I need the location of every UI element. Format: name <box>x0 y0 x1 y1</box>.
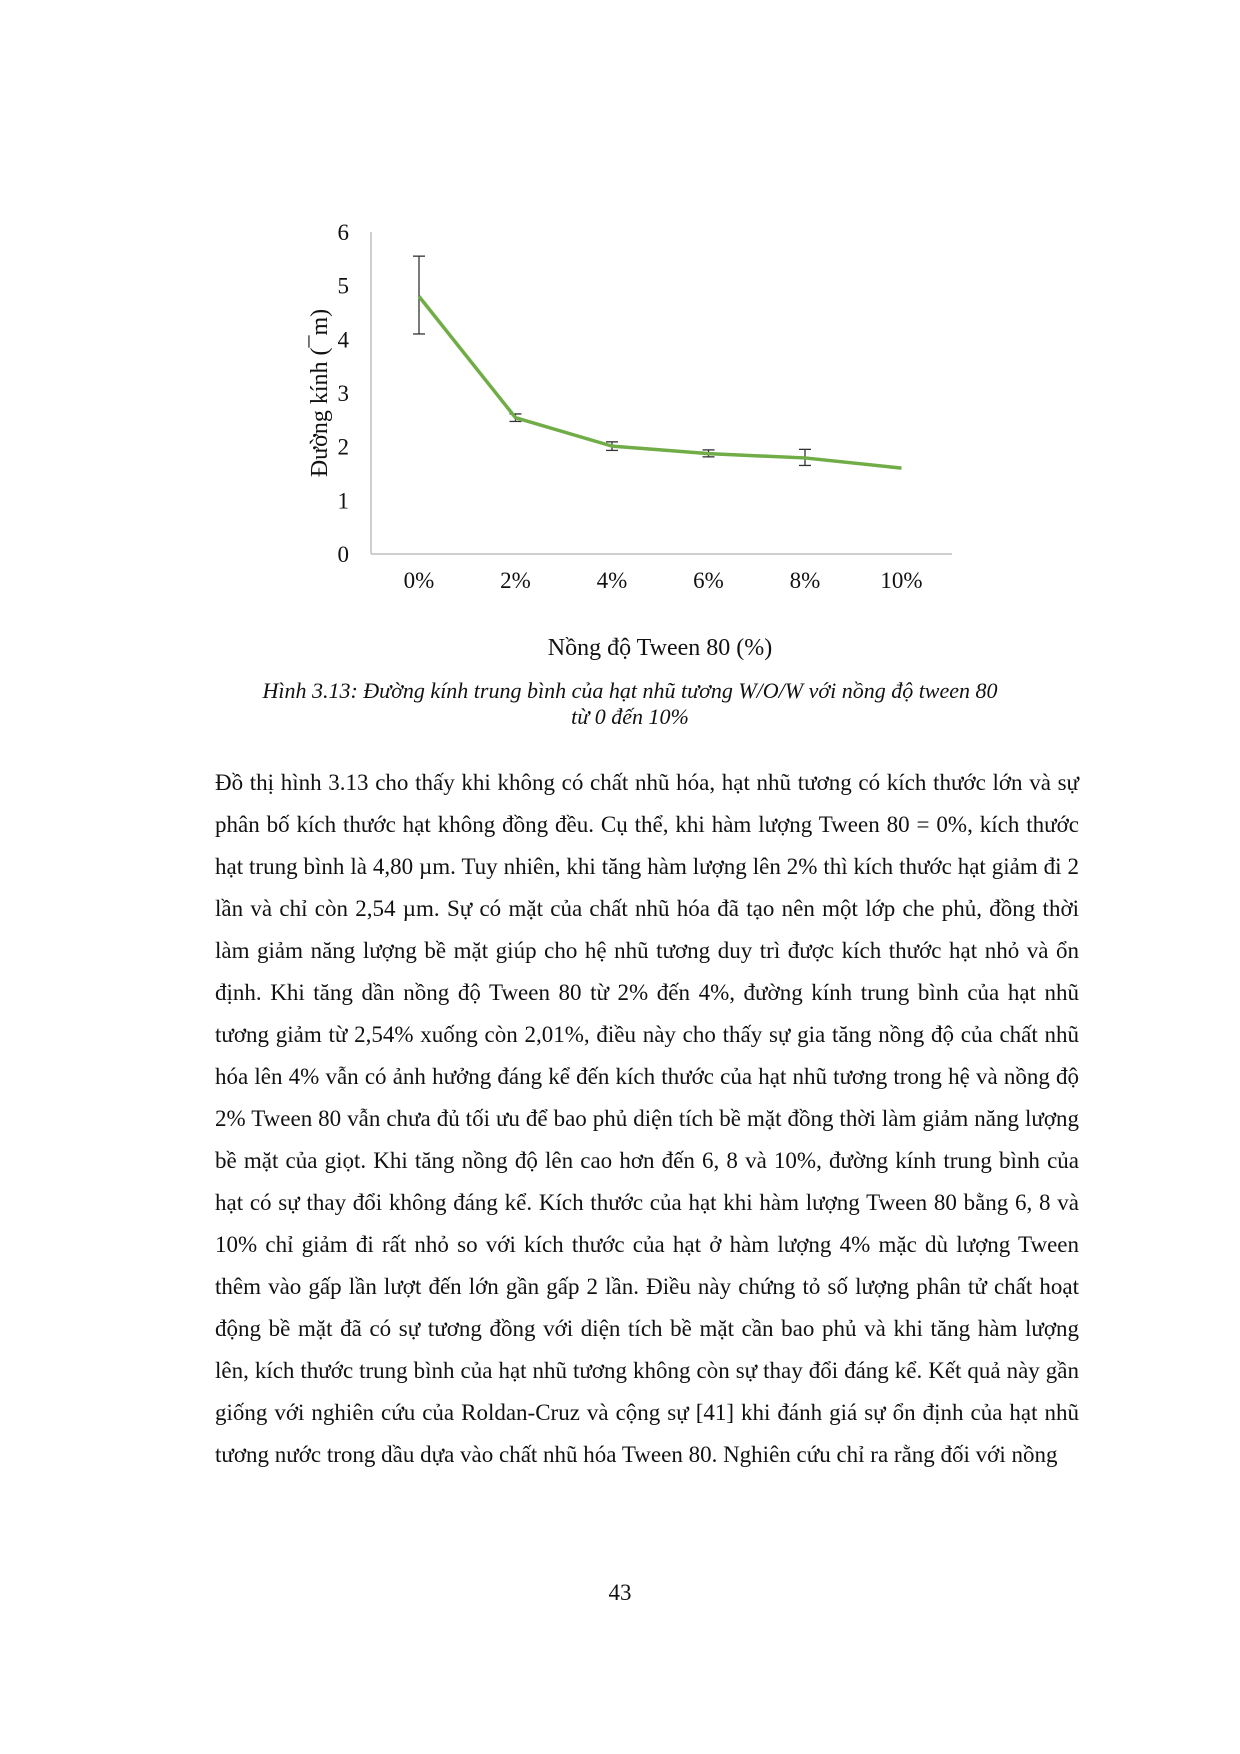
x-axis-title: Nồng độ Tween 80 (%) <box>547 635 773 661</box>
x-tick-label: 4% <box>596 568 628 593</box>
page-number: 43 <box>608 1580 632 1605</box>
y-axis-title: Đường kính (¯m) <box>307 308 333 478</box>
series-line <box>419 296 902 468</box>
figure-caption <box>200 678 1060 730</box>
line-chart <box>0 0 1240 670</box>
x-tick-label: 10% <box>880 568 923 593</box>
x-tick-label: 6% <box>693 568 724 593</box>
y-tick-label: 0 <box>337 542 349 567</box>
figure-caption-line-1: Hình 3.13: Đường kính trung bình của hạt nhũ tương W/O/W với nồng độ tween 80 <box>262 678 998 703</box>
x-tick-label: 0% <box>403 568 435 593</box>
error-bar <box>413 256 425 334</box>
y-axis-tick-labels <box>338 220 350 567</box>
y-tick-label: 2 <box>337 434 349 460</box>
body-paragraph: Đồ thị hình 3.13 cho thấy khi không có chất nhũ hóa, hạt nhũ tương có kích thước lớn và sự phân bố kích thước hạt không đồng đều. Cụ thể, khi hàm lượng Tween 80 = 0%, kích thước hạt trung bình là 4,80 µm. Tuy nhiên, khi tăng hàm lượng lên 2% thì kích thước hạt giảm đi 2 lần và chỉ còn 2,54 µm. Sự có mặt của chất nhũ hóa đã tạo nên một lớp che phủ, đồng thời làm giảm năng lượng bề mặt giúp cho hệ nhũ tương duy trì được kích thước hạt nhỏ và ổn định. Khi tăng dần nồng độ Tween 80 từ 2% đến 4%, đường kính trung bình của hạt nhũ tương giảm từ 2,54% xuống còn 2,01%, điều này cho thấy sự gia tăng nồng độ của chất nhũ hóa lên 4% vẫn có ảnh hưởng đáng kể đến kích thước của hạt nhũ tương trong hệ và nồng độ 2% Tween 80 vẫn chưa đủ tối ưu để bao phủ diện tích bề mặt đồng thời làm giảm năng lượng bề mặt của giọt. Khi tăng nồng độ lên cao hơn đến 6, 8 và 10%, đường kính trung bình của hạt có sự thay đổi không đáng kể. Kích thước của hạt khi hàm lượng Tween 80 bằng 6, 8 và 10% chỉ giảm đi rất nhỏ so với kích thước của hạt ở hàm lượng 4% mặc dù lượng Tween thêm vào gấp lần lượt đến lớn gần gấp 2 lần. Điều này chứng tỏ số lượng phân tử chất hoạt động bề mặt đã có sự tương đồng với diện tích bề mặt cần bao phủ và khi tăng hàm lượng lên, kích thước trung bình của hạt nhũ tương không còn sự thay đổi đáng kể. Kết quả này gần giống với nghiên cứu của Roldan-Cruz và cộng sự [41] khi đánh giá sự ổn định của hạt nhũ tương nước trong dầu dựa vào chất nhũ hóa Tween 80. Nghiên cứu chỉ ra rằng đối với nồng <box>215 770 1079 1467</box>
x-tick-label: 2% <box>500 568 531 593</box>
figure-caption-line-2: từ 0 đến 10% <box>571 704 689 729</box>
x-tick-label: 8% <box>789 568 821 593</box>
y-tick-label: 3 <box>337 381 349 406</box>
y-tick-label: 6 <box>337 220 349 245</box>
y-tick-label: 5 <box>337 273 349 299</box>
error-bars <box>413 256 811 465</box>
x-axis-tick-labels <box>404 568 923 593</box>
y-tick-label: 1 <box>337 488 349 514</box>
y-tick-label: 4 <box>337 327 349 353</box>
